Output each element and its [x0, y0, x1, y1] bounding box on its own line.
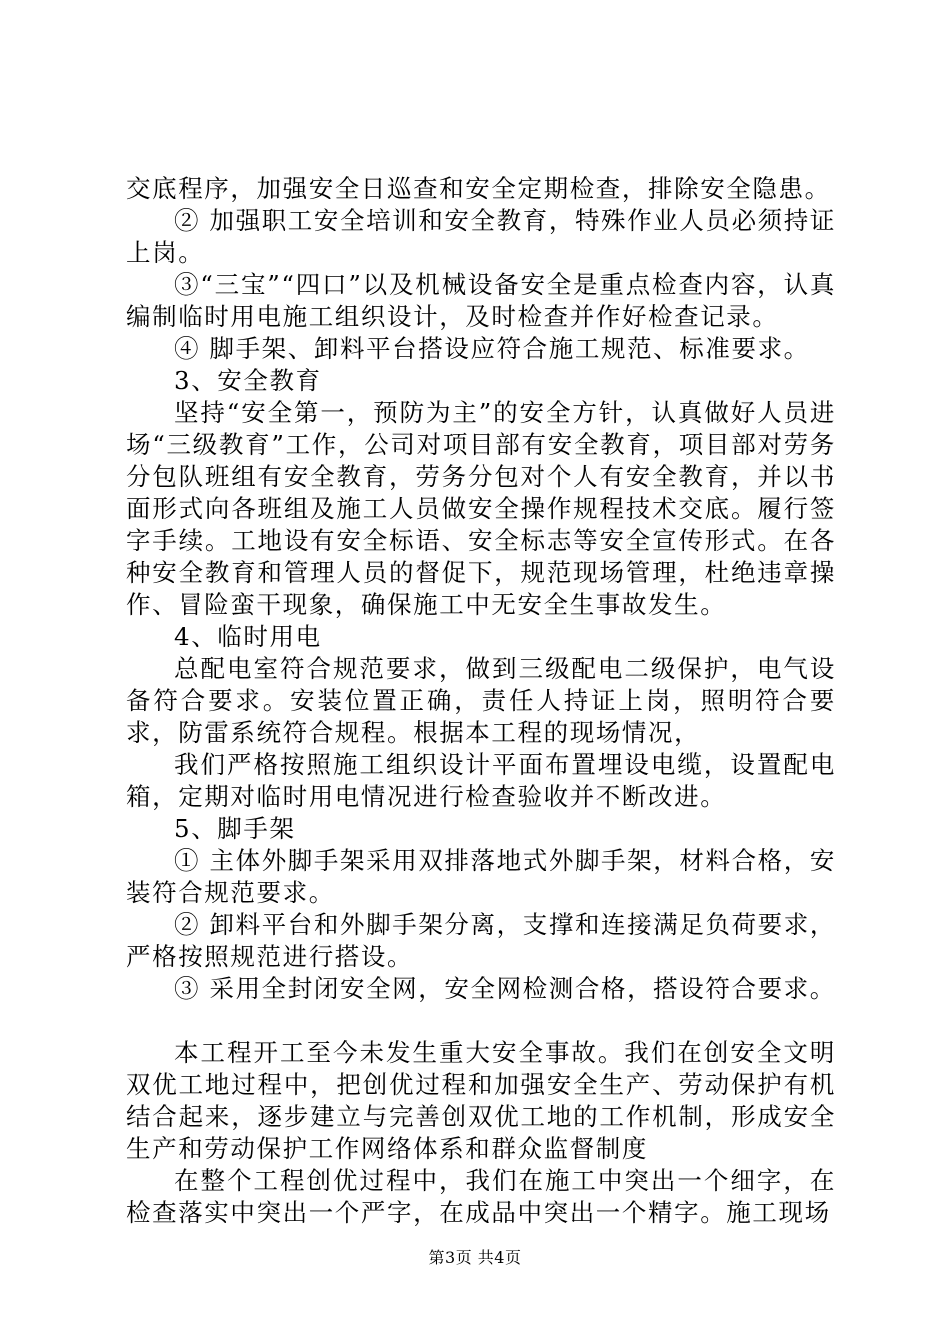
section-heading-safety-education: 3、安全教育	[174, 366, 322, 395]
paragraph-scaffold-item-3: ③ 采用全封闭安全网，安全网检测合格，搭设符合要求。	[174, 974, 836, 1003]
paragraph-quality: 在整个工程创优过程中，我们在施工中突出一个细字，在检查落实中突出一个严字，在成品中突出一个精字。施工现场	[126, 1166, 836, 1227]
paragraph-item-4: ④ 脚手架、卸料平台搭设应符合施工规范、标准要求。	[174, 334, 810, 363]
paragraph-continuation: 交底程序，加强安全日巡查和安全定期检查，排除安全隐患。	[126, 174, 831, 203]
paragraph-scaffold-item-2: ② 卸料平台和外脚手架分离，支撑和连接满足负荷要求，严格按照规范进行搭设。	[126, 910, 836, 971]
section-heading-scaffolding: 5、脚手架	[174, 814, 296, 843]
section-heading-temporary-power: 4、临时用电	[174, 622, 322, 651]
paragraph-scaffold-item-1: ① 主体外脚手架采用双排落地式外脚手架，材料合格，安装符合规范要求。	[126, 846, 836, 907]
paragraph-item-3: ③“三宝”“四口”以及机械设备安全是重点检查内容，认真编制临时用电施工组织设计，及时检查并作好检查记录。	[126, 270, 836, 331]
blank-line	[126, 1005, 836, 1037]
page-footer: 第3页 共4页	[428, 1248, 522, 1267]
document-body	[126, 173, 836, 1229]
paragraph-item-2: ② 加强职工安全培训和安全教育，特殊作业人员必须持证上岗。	[126, 206, 836, 267]
paragraph-safety-education: 坚持“安全第一，预防为主”的安全方针，认真做好人员进场“三级教育”工作，公司对项目部有安全教育，项目部对劳务分包队班组有安全教育，劳务分包对个人有安全教育，并以书面形式向各班组及施工人员做安全操作规程技术交底。履行签字手续。工地设有安全标语、安全标志等安全宣传形式。在各种安全教育和管理人员的督促下，规范现场管理，杜绝违章操作、冒险蛮干现象，确保施工中无安全生事故发生。	[126, 398, 836, 619]
paragraph-power-cabling: 我们严格按照施工组织设计平面布置埋设电缆，设置配电箱，定期对临时用电情况进行检查验收并不断改进。	[126, 750, 836, 811]
paragraph-summary: 本工程开工至今未发生重大安全事故。我们在创安全文明双优工地过程中，把创优过程和加强安全生产、劳动保护有机结合起来，逐步建立与完善创双优工地的工作机制，形成安全生产和劳动保护工作网络体系和群众监督制度	[126, 1038, 836, 1163]
paragraph-power-distribution: 总配电室符合规范要求，做到三级配电二级保护，电气设备符合要求。安装位置正确，责任人持证上岗，照明符合要求，防雷系统符合规程。根据本工程的现场情况，	[126, 654, 836, 747]
